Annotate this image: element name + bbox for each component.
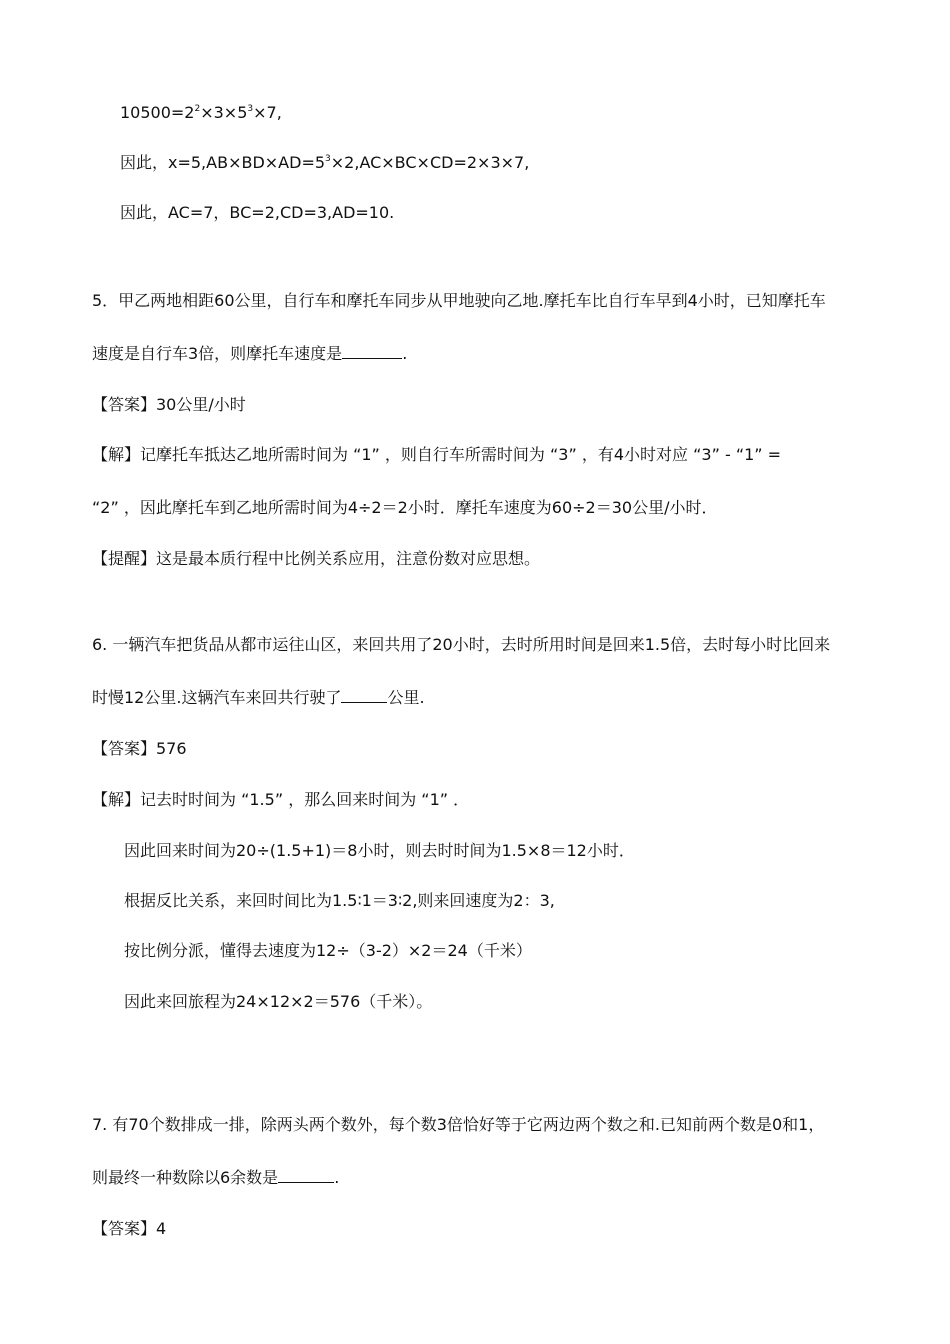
answer-blank bbox=[342, 344, 402, 359]
question-7-line-2 bbox=[92, 1167, 339, 1189]
question-6-line-2 bbox=[92, 687, 425, 709]
answer-blank bbox=[341, 688, 387, 703]
text: 则最终一种数除以6余数是 bbox=[92, 1168, 279, 1187]
text: 速度是自行车3倍，则摩托车速度是 bbox=[92, 344, 343, 363]
conclusion-line: 因此，AC=7，BC=2,CD=3,AD=10. bbox=[120, 203, 395, 222]
text: ×7, bbox=[253, 103, 282, 122]
question-5-solution-2: “2” ，因此摩托车到乙地所需时间为4÷2＝2小时．摩托车速度为60÷2＝30公里/小时． bbox=[92, 498, 718, 517]
answer-blank bbox=[278, 1168, 334, 1183]
question-5-line-1: 5．甲乙两地相距60公里，自行车和摩托车同步从甲地驶向乙地.摩托车比自行车早到4小时，已知摩托车 bbox=[92, 291, 826, 310]
question-6-step-2: 根据反比关系，来回时间比为1.5∶1＝3∶2,则来回速度为2：3, bbox=[124, 891, 555, 910]
superscript: 3 bbox=[247, 104, 254, 114]
text: 10500=2 bbox=[120, 103, 195, 122]
question-7-answer: 【答案】4 bbox=[92, 1219, 167, 1238]
equation-products bbox=[120, 152, 529, 174]
superscript: 3 bbox=[325, 154, 331, 164]
text: . bbox=[402, 344, 408, 363]
question-7-line-1: 7. 有70个数排成一排，除两头两个数外，每个数3倍恰好等于它两边两个数之和.已知前两个数是0和1， bbox=[92, 1115, 825, 1134]
question-5-tip: 【提醒】这是最本质行程中比例关系应用，注意份数对应思想。 bbox=[92, 549, 541, 568]
question-5-solution-1: 【解】记摩托车抵达乙地所需时间为 “1” ，则自行车所需时间为 “3” ，有4小时对应 “3” - “1” = bbox=[92, 445, 782, 464]
question-6-line-1: 6. 一辆汽车把货品从都市运往山区，来回共用了20小时，去时所用时间是回来1.5倍，去时每小时比回来 bbox=[92, 635, 831, 654]
superscript: 2 bbox=[194, 104, 201, 114]
question-5-answer: 【答案】30公里/小时 bbox=[92, 395, 246, 414]
text: . bbox=[334, 1168, 340, 1187]
text: ×3×5 bbox=[200, 103, 248, 122]
text: 公里. bbox=[387, 688, 425, 707]
question-6-step-1: 因此回来时间为20÷(1.5+1)＝8小时，则去时时间为1.5×8＝12小时． bbox=[124, 841, 635, 860]
text: 因此，x=5,AB×BD×AD=5 bbox=[120, 153, 326, 172]
question-6-step-4: 因此来回旅程为24×12×2＝576（千米）。 bbox=[124, 992, 433, 1011]
question-6-solution: 【解】记去时时间为 “1.5” ，那么回来时间为 “1” ． bbox=[92, 790, 470, 809]
text: ×2,AC×BC×CD=2×3×7, bbox=[330, 153, 530, 172]
question-6-answer: 【答案】576 bbox=[92, 739, 187, 758]
question-5-line-2 bbox=[92, 343, 407, 365]
question-6-step-3: 按比例分派，懂得去速度为12÷（3-2）×2＝24（千米） bbox=[124, 941, 532, 960]
equation-factorization bbox=[120, 102, 282, 124]
text: 时慢12公里.这辆汽车来回共行驶了 bbox=[92, 688, 342, 707]
